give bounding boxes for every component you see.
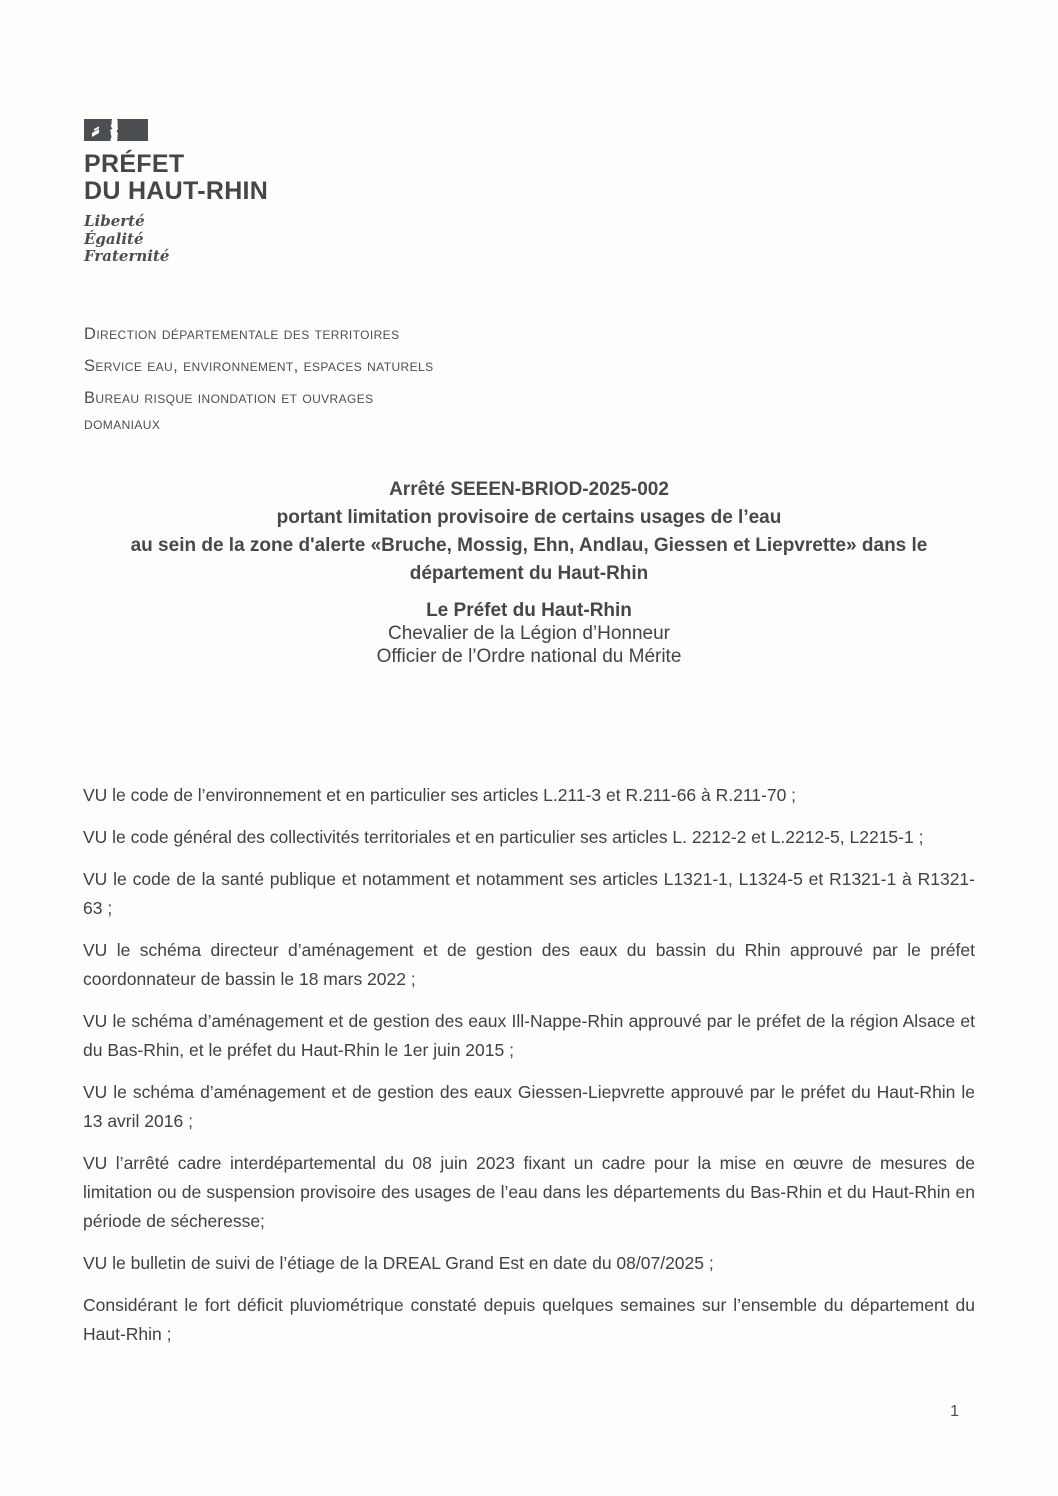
prefecture-header — [84, 118, 268, 266]
republic-motto — [84, 213, 268, 266]
decree-title — [83, 476, 975, 588]
vu-paragraph: VU le code de l’environnement et en particulier ses articles L.211-3 et R.211-66 à R.211-70 ; — [83, 785, 797, 805]
decree-title-line3: au sein de la zone d'alerte «Bruche, Mossig, Ehn, Andlau, Giessen et Liepvrette» dans le — [130, 535, 928, 556]
vu-paragraph: VU le schéma directeur d’aménagement et de gestion des eaux du bassin du Rhin approuvé par le préfet coordonnateur de bassin le 18 mars 2022 ; — [83, 940, 975, 989]
authority-honor-2: Officier de l’Ordre national du Mérite — [376, 646, 682, 667]
vu-paragraph: VU le schéma d’aménagement et de gestion des eaux Ill-Nappe-Rhin approuvé par le préfet de la région Alsace et du Bas-Rhin, et le préfet du Haut-Rhin le 1er juin 2015 ; — [83, 1011, 975, 1060]
authority-name: Le Préfet du Haut-Rhin — [426, 600, 632, 621]
service-line-bureau: Bureau risque inondation et ouvrages — [84, 389, 374, 407]
decree-title-line4: département du Haut-Rhin — [409, 563, 649, 584]
decree-title-line2: portant limitation provisoire de certains usages de l’eau — [276, 507, 782, 528]
authority-block — [83, 599, 975, 668]
prefet-title-line2: DU HAUT-RHIN — [84, 177, 269, 205]
vu-paragraph: VU le schéma d’aménagement et de gestion des eaux Giessen-Liepvrette approuvé par le préfet du Haut-Rhin le 13 avril 2016 ; — [83, 1082, 975, 1131]
decree-title-line1: Arrêté SEEEN-BRIOD-2025-002 — [389, 479, 669, 500]
service-line-domaniaux: domaniaux — [84, 415, 161, 433]
page-number: 1 — [950, 1403, 959, 1420]
vu-paragraph: VU l’arrêté cadre interdépartemental du 08 juin 2023 fixant un cadre pour la mise en œuvre de mesures de limitation ou de suspension provisoire des usages de l’eau dans les départements du Bas-Rhin et du Haut-Rhin en période de sécheresse; — [83, 1153, 975, 1231]
vu-paragraph: VU le bulletin de suivi de l’étiage de la DREAL Grand Est en date du 08/07/2025 ; — [83, 1253, 714, 1273]
prefet-title-line1: PRÉFET — [84, 150, 185, 178]
service-block — [84, 326, 434, 432]
service-line-service-eau: Service eau, environnement, espaces naturels — [84, 357, 434, 375]
motto-liberte: Liberté — [84, 212, 145, 230]
service-line-direction: Direction départementale des territoires — [84, 325, 400, 343]
motto-egalite: Égalité — [84, 229, 144, 248]
vu-paragraph: VU le code de la santé publique et notamment et notamment ses articles L1321-1, L1324-5 et R1321-1 à R1321-63 ; — [83, 869, 975, 918]
marianne-logo-icon — [84, 118, 150, 144]
authority-honor-1: Chevalier de la Légion d’Honneur — [387, 623, 671, 644]
vu-paragraph: VU le code général des collectivités territoriales et en particulier ses articles L. 2212-2 et L.2212-5, L2215-1 ; — [83, 827, 924, 847]
considerant-paragraph: Considérant le fort déficit pluviométrique constaté depuis quelques semaines sur l’ensemble du département du Haut-Rhin ; — [83, 1295, 975, 1344]
decree-body — [83, 781, 975, 1362]
motto-fraternite: Fraternité — [84, 247, 170, 265]
